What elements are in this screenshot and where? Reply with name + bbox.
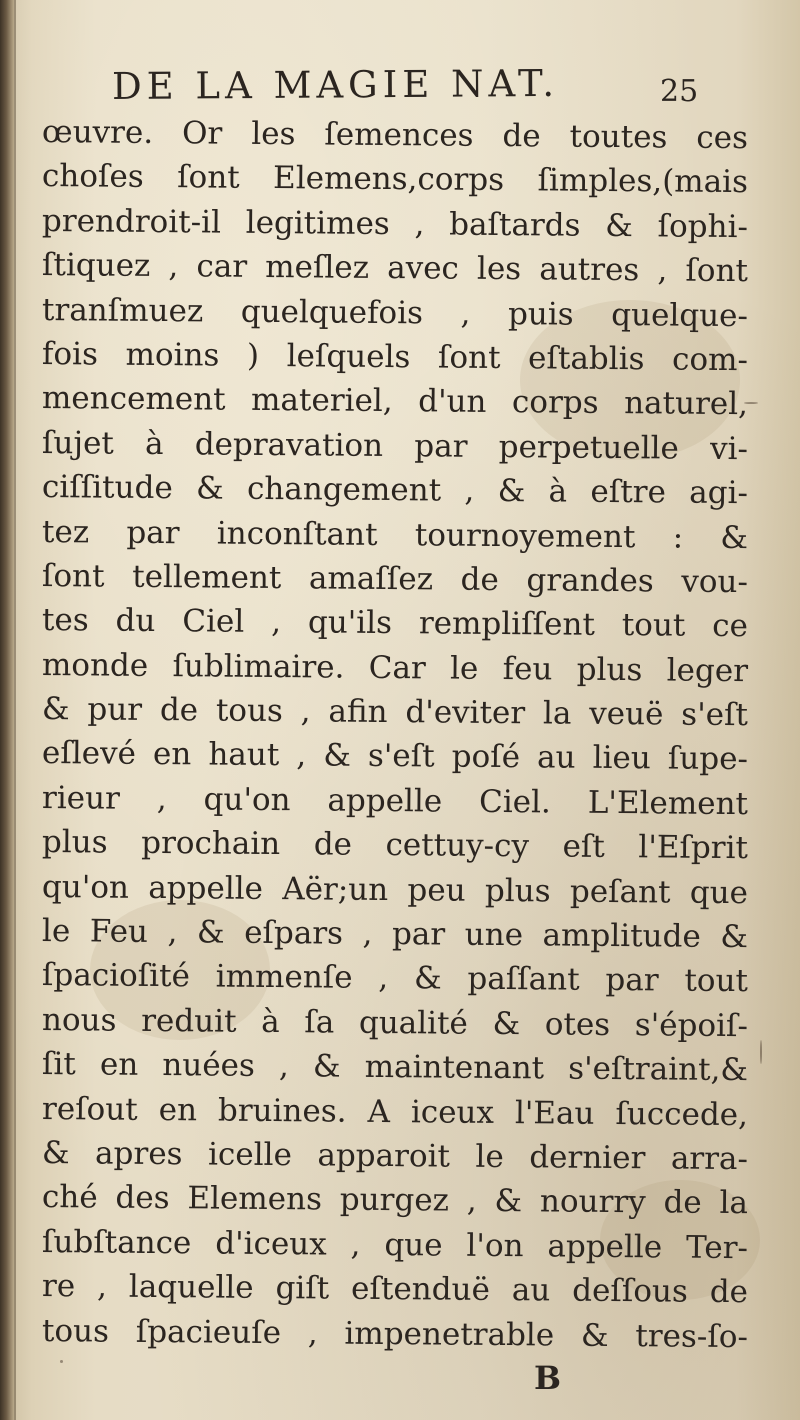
running-title: DE LA MAGIE NAT. bbox=[111, 61, 560, 108]
text-line: & apres icelle apparoit le dernier arra- bbox=[41, 1134, 749, 1178]
text-line: & pur de tous , afin d'eviter la veuë s'eſt bbox=[41, 691, 749, 734]
text-line: ſont tellement amaſſez de grandes vou- bbox=[41, 557, 749, 601]
text-line: rieur , qu'on appelle Ciel. L'Element bbox=[41, 779, 749, 823]
text-line: re , laquelle giſt eſtenduë au deſſous de bbox=[41, 1268, 749, 1311]
body-text bbox=[42, 110, 748, 1353]
text-line: ſit en nuées , & maintenant s'eſtraint,& bbox=[41, 1046, 749, 1089]
ink-speck bbox=[60, 1360, 63, 1363]
text-line: œuvre. Or les ſemences de toutes ces bbox=[41, 114, 749, 157]
text-line: tes du Ciel , qu'ils rempliſſent tout ce bbox=[41, 602, 749, 645]
text-line: ciſſitude & changement , & à eſtre agi- bbox=[41, 469, 749, 512]
text-line: mencement materiel, d'un corps naturel, bbox=[41, 380, 749, 423]
page-header bbox=[0, 62, 800, 112]
text-line: choſes ſont Elemens,corps ſimples,(mais bbox=[41, 158, 749, 201]
gutter-shadow bbox=[14, 0, 16, 1420]
text-line: plus prochain de cettuy-cy eſt l'Eſprit bbox=[41, 824, 749, 867]
page-number: 25 bbox=[660, 74, 699, 109]
text-line: reſout en bruines. A iceux l'Eau ſuccede, bbox=[41, 1090, 749, 1133]
text-line: nous reduit à ſa qualité & otes s'époiſ- bbox=[41, 1001, 749, 1044]
signature-mark: B bbox=[534, 1359, 562, 1397]
text-line: le Feu , & eſpars , par une amplitude & bbox=[41, 913, 749, 956]
ink-speck bbox=[744, 402, 758, 404]
text-line: ſujet à depravation par perpetuelle vi- bbox=[41, 424, 749, 467]
text-line: ſtiquez , car meſlez avec les autres , ſont bbox=[41, 247, 749, 290]
ink-speck bbox=[760, 1040, 762, 1064]
text-line: qu'on appelle Aër;un peu plus peſant que bbox=[41, 868, 749, 911]
text-line: tez par inconſtant tournoyement : & bbox=[41, 513, 749, 556]
text-line: tous ſpacieuſe , impenetrable & tres-ſo- bbox=[41, 1312, 749, 1355]
book-spine bbox=[0, 0, 14, 1420]
text-line: ſubſtance d'iceux , que l'on appelle Ter- bbox=[41, 1223, 749, 1266]
text-line: prendroit-il legitimes , baſtards & ſophi- bbox=[41, 202, 749, 245]
text-line: tranſmuez quelquefois , puis quelque- bbox=[41, 291, 749, 334]
text-line: fois moins ) leſquels ſont eſtablis com- bbox=[41, 335, 749, 379]
text-line: ché des Elemens purgez , & nourry de la bbox=[41, 1179, 749, 1222]
text-line: monde ſublimaire. Car le feu plus leger bbox=[41, 646, 749, 689]
text-line: ſpacioſité immenſe , & paſſant par tout bbox=[41, 957, 749, 1000]
text-line: eſlevé en haut , & s'eſt poſé au lieu ſupe- bbox=[41, 735, 749, 778]
